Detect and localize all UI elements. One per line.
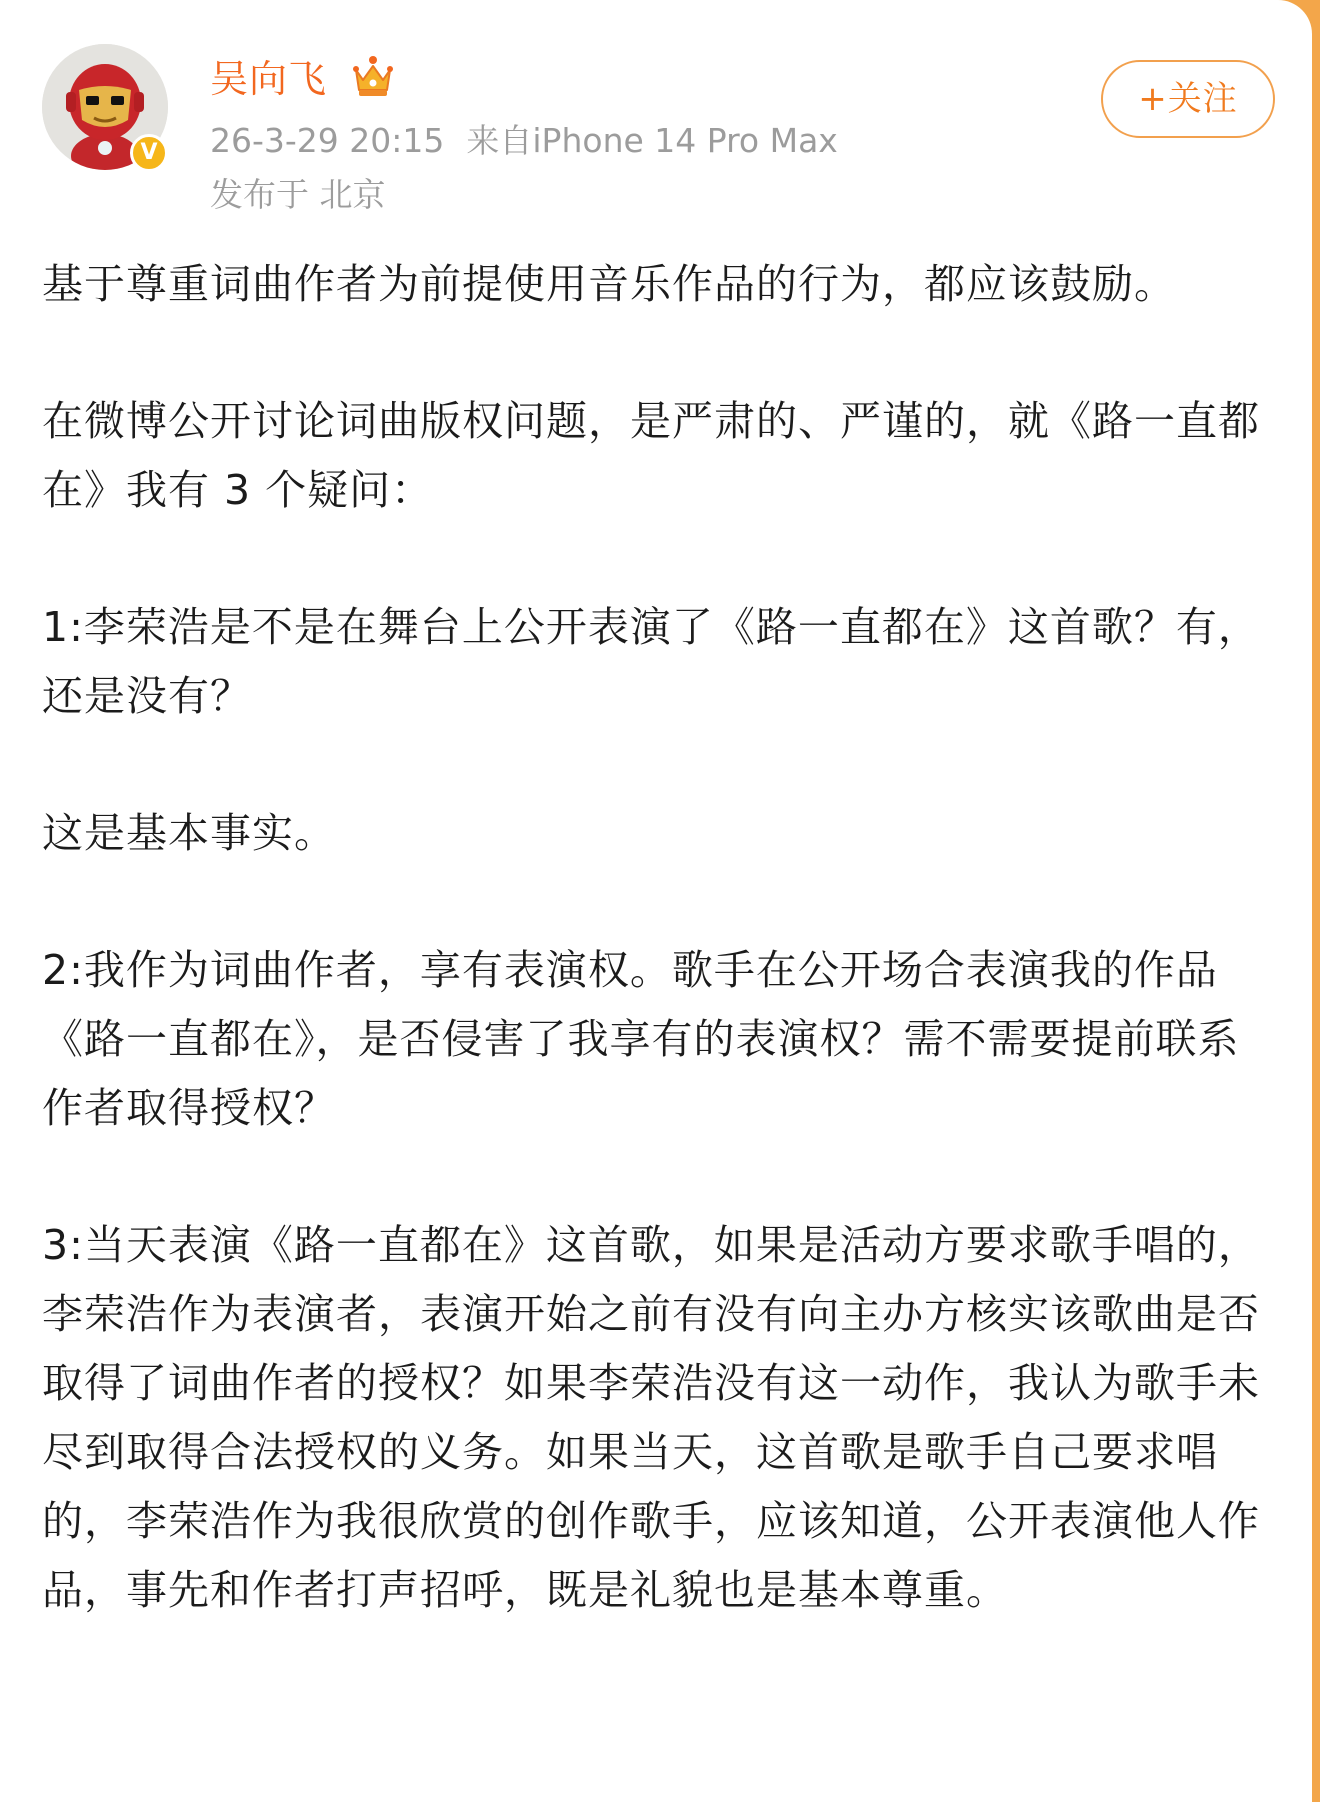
post-meta (210, 118, 838, 164)
post-paragraph: 这是基本事实。 (42, 809, 336, 857)
post-location: 发布于 北京 (210, 175, 386, 214)
follow-button[interactable]: +关注 (1101, 60, 1275, 138)
crown-icon (350, 54, 396, 100)
verified-badge-icon: V (130, 134, 168, 172)
post-paragraph: 在微博公开讨论词曲版权问题，是严肃的、严谨的，就《路一直都在》我有 3 个疑问： (42, 397, 1260, 514)
post-paragraph: 3:当天表演《路一直都在》这首歌，如果是活动方要求歌手唱的，李荣浩作为表演者，表演开始之前有没有向主办方核实该歌曲是否取得了词曲作者的授权？如果李荣浩没有这一动作，我认为歌手未尽到取得合法授权的义务。如果当天，这首歌是歌手自己要求唱的，李荣浩作为我很欣赏的创作歌手，应该知道，公开表演他人作品，事先和作者打声招呼，既是礼貌也是基本尊重。 (42, 1221, 1260, 1614)
post-paragraph: 1:李荣浩是不是在舞台上公开表演了《路一直都在》这首歌？有，还是没有？ (42, 603, 1260, 720)
author-name[interactable]: 吴向飞 (210, 57, 328, 101)
post-paragraph: 基于尊重词曲作者为前提使用音乐作品的行为，都应该鼓励。 (42, 260, 1176, 308)
post-body (42, 250, 1274, 1693)
post-timestamp[interactable]: 26-3-29 20:15 (210, 121, 445, 160)
post-source: 来自iPhone 14 Pro Max (466, 121, 838, 160)
post-paragraph: 2:我作为词曲作者，享有表演权。歌手在公开场合表演我的作品《路一直都在》，是否侵害了我享有的表演权？需不需要提前联系作者取得授权？ (42, 946, 1240, 1132)
